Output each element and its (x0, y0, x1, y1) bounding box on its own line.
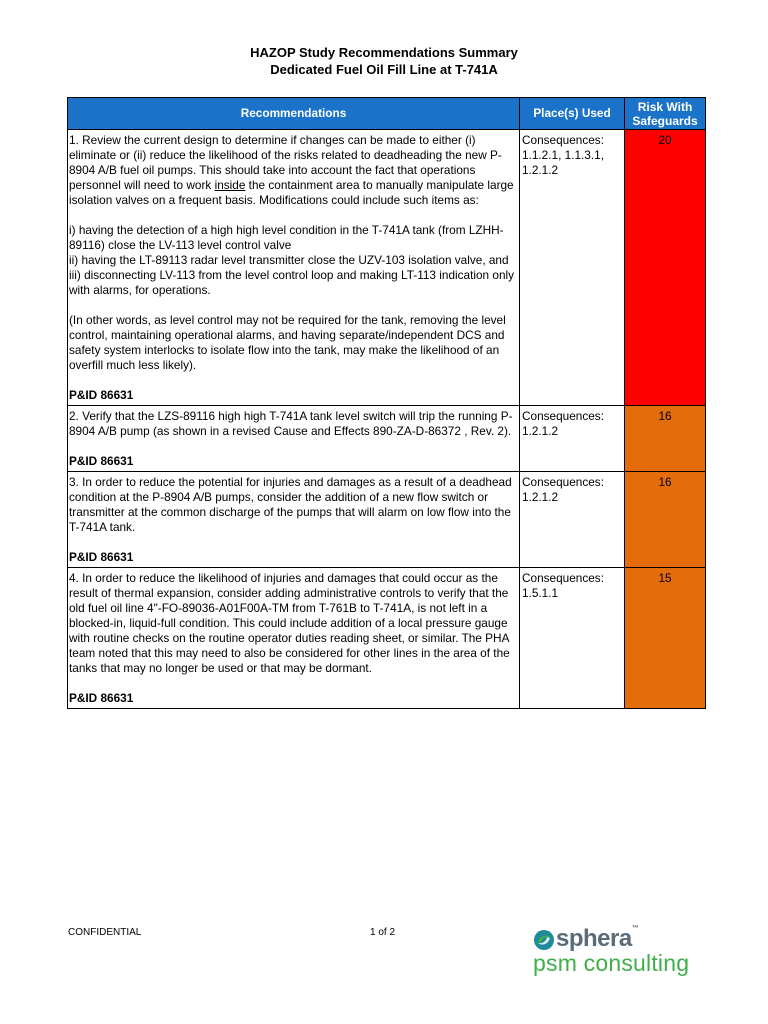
recommendations-table (67, 97, 706, 709)
places-label: Consequences: (522, 475, 604, 489)
recommendation-item: ii) having the LT-89113 radar level transmitter close the UZV-103 isolation valve, and (69, 253, 509, 267)
risk-score-cell: 15 (625, 568, 706, 709)
pid-reference: P&ID 86631 (69, 550, 134, 564)
risk-score-cell: 20 (625, 130, 706, 406)
sphera-psm-logo (533, 925, 713, 977)
risk-score-cell: 16 (625, 406, 706, 472)
places-cell (520, 130, 625, 406)
column-header-risk-line2: Safeguards (632, 113, 698, 128)
pid-reference: P&ID 86631 (69, 691, 134, 705)
table-row (68, 472, 706, 568)
places-values: 1.5.1.1 (522, 586, 559, 600)
recommendation-text-part: 1. Review the current design to determine if changes can be made to either (i) eliminate or (ii) reduce the likelihood of the risks related to deadheading the new P-8904 A/B fuel oil pumps. This should take into account the fact that operations personnel will need to work (69, 133, 502, 192)
column-header-recommendations: Recommendations (68, 98, 520, 130)
table-row (68, 406, 706, 472)
confidential-label: CONFIDENTIAL (68, 927, 142, 938)
logo-trademark: ™ (631, 925, 639, 932)
recommendation-cell (68, 406, 520, 472)
recommendation-cell (68, 130, 520, 406)
document-subtitle: Dedicated Fuel Oil Fill Line at T-741A (270, 62, 498, 77)
table-row (68, 568, 706, 709)
logo-wordmark (556, 925, 638, 953)
risk-score-cell: 16 (625, 472, 706, 568)
column-header-risk (625, 98, 706, 130)
places-cell (520, 472, 625, 568)
recommendation-text: 2. Verify that the LZS-89116 high high T-741A tank level switch will trip the running P-8904 A/B pump (as shown in a revised Cause and Effects 890-ZA-D-86372 , Rev. 2). (69, 409, 513, 438)
table-header-row (68, 98, 706, 130)
recommendation-item: i) having the detection of a high high level condition in the T-741A tank (from LZHH-89116) close the LV-113 level control valve (69, 223, 504, 252)
logo-word: sphera (556, 925, 632, 952)
recommendation-text: 4. In order to reduce the likelihood of injuries and damages that could occur as the result of thermal expansion, consider adding administrative controls to verify that the old fuel oil line 4"-FO-89036-A01F00A-TM from T-761B to T-741A, is not left in a blocked-in, liquid-full condition. This could include addition of a local pressure gauge with routine checks on the routine operator duties reading sheet, or similar. The PHA team noted that this may need to also be considered for other lines in the area of the tanks that may no longer be used or that may be dormant. (69, 571, 510, 675)
column-header-risk-line1: Risk With (637, 99, 693, 114)
document-title: HAZOP Study Recommendations Summary (250, 45, 518, 60)
recommendation-item: iii) disconnecting LV-113 from the level control loop and making LT-113 indication only with alarms, for operations. (69, 268, 515, 297)
places-cell (520, 568, 625, 709)
places-label: Consequences: (522, 133, 604, 147)
page-number: 1 of 2 (370, 927, 396, 938)
recommendation-note: (In other words, as level control may not be required for the tank, removing the level control, maintaining operational alarms, and having separate/independent DCS and safety system interlocks to isolate flow into the tank, may make the likelihood of an overfill much less likely). (69, 313, 506, 372)
logo-subtitle: psm consulting (533, 950, 690, 976)
places-label: Consequences: (522, 409, 604, 423)
recommendation-text-part: the containment area to manually manipulate large isolation valves on a frequent basis. Modifications could include such items as: (69, 178, 514, 207)
recommendation-text: 3. In order to reduce the potential for injuries and damages as a result of a deadhead condition at the P-8904 A/B pumps, consider the addition of a new flow switch or transmitter at the common discharge of the pumps that will alarm on low flow into the T-741A tank. (69, 475, 512, 534)
table-row (68, 130, 706, 406)
places-values: 1.2.1.2 (522, 424, 559, 438)
recommendation-cell (68, 472, 520, 568)
places-label: Consequences: (522, 571, 604, 585)
pid-reference: P&ID 86631 (69, 388, 134, 402)
recommendation-text-underlined: inside (214, 178, 246, 192)
column-header-places: Place(s) Used (520, 98, 625, 130)
places-cell (520, 406, 625, 472)
recommendation-text (69, 133, 517, 208)
sphera-logo-mark-icon (533, 929, 555, 951)
recommendation-cell (68, 568, 520, 709)
pid-reference: P&ID 86631 (69, 454, 134, 468)
places-values: 1.1.2.1, 1.1.3.1, 1.2.1.2 (522, 148, 604, 177)
places-values: 1.2.1.2 (522, 490, 559, 504)
